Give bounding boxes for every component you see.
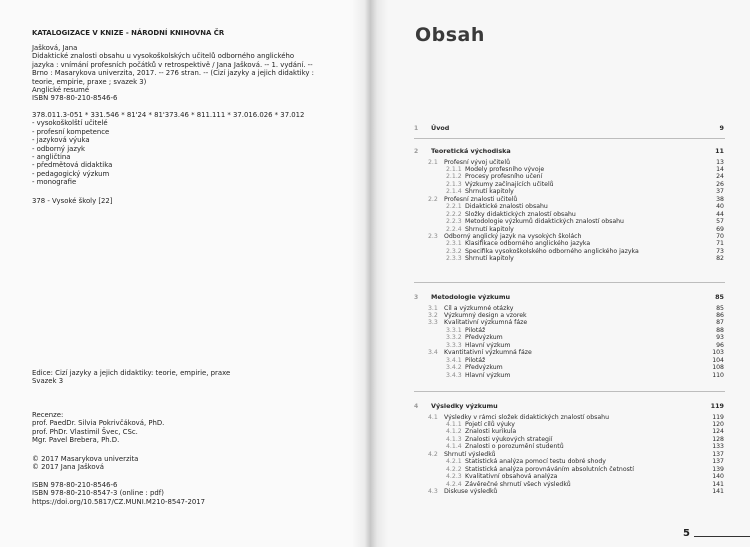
reviewers-line: Recenze: xyxy=(32,411,64,419)
entry-page: 87 xyxy=(716,319,724,327)
isbn-line: https://doi.org/10.5817/CZ.MUNI.M210-8547-2017 xyxy=(32,497,206,506)
record-line: Didaktické znalosti obsahu u vysokoškolských učitelů odborného anglického xyxy=(32,52,295,61)
entry-page: 141 xyxy=(712,480,724,488)
entry-number: 3.3.1 xyxy=(446,326,462,334)
record-line: jazyka : vnímání profesních počátků v retrospektivě / Jana Jašková. -- 1. vydání. -- xyxy=(32,60,313,69)
cataloguing-heading: KATALOGIZACE V KNIZE - NÁRODNÍ KNIHOVNA ČR xyxy=(32,29,225,37)
entry-title: Klasifikace odborného anglického jazyka xyxy=(465,240,591,248)
entry-number: 2.1 xyxy=(428,158,438,166)
chapter-number: 1 xyxy=(414,124,419,132)
entry-page: 103 xyxy=(712,349,724,357)
entry-page: 133 xyxy=(712,443,724,451)
isbn-line: ISBN 978-80-210-8547-3 (online : pdf) xyxy=(32,489,164,498)
reviewers-line: prof. PaedDr. Silvia Pokrivčáková, PhD. xyxy=(32,419,165,428)
subject-line: 378 - Vysoké školy [22] xyxy=(32,197,113,205)
entry-title: Shrnutí kapitoly xyxy=(465,225,514,233)
copyright-line: © 2017 Masarykova univerzita xyxy=(32,455,139,463)
entry-number: 4.2.4 xyxy=(446,480,462,488)
entry-number: 4.1.2 xyxy=(446,428,462,436)
entry-number: 2.2.1 xyxy=(446,203,462,211)
entry-number: 2.2.3 xyxy=(446,218,462,226)
classification-line: - pedagogický výzkum xyxy=(32,169,110,178)
entry-title: Výzkumy začínajících učitelů xyxy=(465,180,554,188)
entry-title: Statistická analýza pomocí testu dobré shody xyxy=(465,458,606,466)
entry-page: 139 xyxy=(712,465,724,473)
entry-title: Znalosti kurikula xyxy=(465,428,517,436)
page-number: 5 xyxy=(683,528,690,539)
entry-page: 40 xyxy=(716,203,724,211)
entry-title: Kvalitativní obsahová analýza xyxy=(465,473,558,481)
record-line: Anglické resumé xyxy=(32,86,90,94)
reviewers-line: prof. PhDr. Vlastimil Švec, CSc. xyxy=(32,427,138,436)
entry-page: 85 xyxy=(716,304,724,312)
classification-line: - vysokoškolští učitelé xyxy=(32,119,108,128)
entry-number: 3.4.1 xyxy=(446,356,462,364)
entry-title: Výzkumný design a vzorek xyxy=(444,311,527,319)
entry-page: 24 xyxy=(716,173,724,181)
entry-page: 128 xyxy=(712,435,724,443)
entry-number: 3.3.3 xyxy=(446,341,462,349)
entry-title: Cíl a výzkumné otázky xyxy=(444,304,514,312)
book-gutter xyxy=(352,0,388,547)
entry-number: 4.1.4 xyxy=(446,443,462,451)
entry-page: 104 xyxy=(712,356,724,364)
chapter-page: 85 xyxy=(715,293,724,301)
entry-number: 2.2 xyxy=(428,195,438,203)
chapter-page: 119 xyxy=(710,402,724,410)
entry-number: 3.3 xyxy=(428,319,438,327)
entry-page: 137 xyxy=(712,458,724,466)
entry-page: 110 xyxy=(712,371,724,379)
entry-page: 124 xyxy=(712,428,724,436)
entry-page: 96 xyxy=(716,341,724,349)
entry-page: 120 xyxy=(712,420,724,428)
entry-title: Shrnutí výsledků xyxy=(444,450,496,458)
entry-page: 57 xyxy=(716,218,724,226)
isbn-line: ISBN 978-80-210-8546-6 xyxy=(32,481,118,489)
entry-page: 137 xyxy=(712,450,724,458)
classification-line: - jazyková výuka xyxy=(32,136,90,145)
entry-page: 108 xyxy=(712,364,724,372)
entry-page: 93 xyxy=(716,334,724,342)
entry-page: 88 xyxy=(716,326,724,334)
copyright-line: © 2017 Jana Jašková xyxy=(32,463,104,472)
chapter-page: 9 xyxy=(719,124,724,132)
entry-number: 4.2.1 xyxy=(446,458,462,466)
classification-line: - odborný jazyk xyxy=(32,144,86,153)
entry-title: Hlavní výzkum xyxy=(465,371,511,379)
record-line: Brno : Masarykova univerzita, 2017. -- 276 stran. -- (Cizí jazyky a jejich didaktiky : xyxy=(32,69,314,78)
entry-title: Znalosti o porozumění studentů xyxy=(465,443,564,451)
entry-page: 70 xyxy=(716,233,724,240)
entry-title: Pilotáž xyxy=(465,326,486,334)
chapter-divider xyxy=(414,282,725,283)
entry-number: 3.3.2 xyxy=(446,334,462,342)
contents-title: Obsah xyxy=(415,24,485,46)
entry-number: 4.1.1 xyxy=(446,420,462,428)
entry-number: 3.1 xyxy=(428,304,438,312)
record-line: Jašková, Jana xyxy=(32,44,78,52)
record-line: teorie, empirie, praxe ; svazek 3) xyxy=(32,77,147,86)
entry-number: 4.3 xyxy=(428,488,438,495)
record-line: ISBN 978-80-210-8546-6 xyxy=(32,94,118,103)
entry-title: Kvantitativní výzkumná fáze xyxy=(444,349,532,357)
entry-number: 2.1.1 xyxy=(446,165,462,173)
entry-page: 119 xyxy=(712,413,724,421)
entry-title: Složky didaktických znalostí obsahu xyxy=(465,210,576,218)
entry-title: Metodologie výzkumů didaktických znalostí obsahu xyxy=(465,218,624,226)
entry-title: Shrnutí kapitoly xyxy=(465,188,514,196)
series-line: Svazek 3 xyxy=(32,377,64,386)
chapter-title: Úvod xyxy=(431,124,450,132)
entry-number: 4.2.3 xyxy=(446,473,462,481)
classification-line: - monografie xyxy=(32,178,77,187)
entry-number: 4.2.2 xyxy=(446,465,462,473)
chapter-number: 4 xyxy=(414,402,419,410)
entry-title: Procesy profesního učení xyxy=(465,173,543,181)
chapter-title: Metodologie výzkumu xyxy=(431,293,511,301)
entry-title: Výsledky v rámci složek didaktických znalostí obsahu xyxy=(444,413,609,421)
entry-page: 71 xyxy=(716,240,724,248)
entry-title: Modely profesního vývoje xyxy=(465,165,545,173)
classification-line: - angličtina xyxy=(32,153,71,161)
entry-page: 44 xyxy=(716,210,724,218)
entry-title: Pilotáž xyxy=(465,356,486,364)
entry-page: 140 xyxy=(712,473,724,481)
classification-line: - profesní kompetence xyxy=(32,127,110,136)
entry-number: 2.1.2 xyxy=(446,173,462,181)
entry-number: 4.2 xyxy=(428,450,438,458)
entry-page: 14 xyxy=(716,165,724,173)
series-line: Edice: Cizí jazyky a jejich didaktiky: teorie, empirie, praxe xyxy=(32,369,231,377)
entry-title: Pojetí cílů výuky xyxy=(465,420,515,428)
entry-title: Statistická analýza porovnáváním absolutních četností xyxy=(465,465,634,473)
entry-number: 2.2.4 xyxy=(446,225,462,233)
entry-title: Znalosti výukových strategií xyxy=(465,435,553,443)
entry-number: 2.3 xyxy=(428,233,438,240)
entry-title: Profesní znalosti učitelů xyxy=(444,195,518,203)
entry-number: 3.4.3 xyxy=(446,371,462,379)
chapter-title: Teoretická východiska xyxy=(431,147,511,155)
page-number-rule xyxy=(694,536,750,537)
entry-number: 2.1.4 xyxy=(446,188,462,196)
entry-title: Kvalitativní výzkumná fáze xyxy=(444,319,528,327)
entry-title: Shrnutí kapitoly xyxy=(465,255,514,263)
entry-number: 4.1 xyxy=(428,413,438,421)
entry-title: Odborný anglický jazyk na vysokých školách xyxy=(444,233,582,240)
entry-page: 82 xyxy=(716,255,724,263)
entry-number: 2.1.3 xyxy=(446,180,462,188)
classification-line: 378.011.3-051 * 331.546 * 81'24 * 81'373.46 * 811.111 * 37.016.026 * 37.012 xyxy=(32,111,305,119)
entry-number: 2.2.2 xyxy=(446,210,462,218)
entry-page: 73 xyxy=(716,247,724,255)
entry-number: 3.4.2 xyxy=(446,364,462,372)
chapter-number: 2 xyxy=(414,147,419,155)
chapter-title: Výsledky výzkumu xyxy=(431,402,498,410)
entry-number: 2.3.3 xyxy=(446,255,462,263)
entry-number: 4.1.3 xyxy=(446,435,462,443)
chapter-page: 11 xyxy=(715,147,724,155)
entry-title: Závěrečné shrnutí všech výsledků xyxy=(465,480,571,488)
entry-title: Diskuse výsledků xyxy=(444,488,498,495)
entry-page: 38 xyxy=(716,195,724,203)
chapter-divider xyxy=(414,391,725,392)
entry-number: 2.3.2 xyxy=(446,247,462,255)
chapter-number: 3 xyxy=(414,293,419,301)
entry-number: 3.4 xyxy=(428,349,438,357)
entry-title: Profesní vývoj učitelů xyxy=(444,158,511,166)
entry-page: 13 xyxy=(716,158,724,166)
reviewers-line: Mgr. Pavel Brebera, Ph.D. xyxy=(32,436,120,445)
entry-page: 86 xyxy=(716,311,724,319)
entry-page: 26 xyxy=(716,180,724,188)
entry-page: 69 xyxy=(716,225,724,233)
entry-title: Předvýzkum xyxy=(465,364,503,372)
entry-number: 3.2 xyxy=(428,311,438,319)
entry-title: Předvýzkum xyxy=(465,334,503,342)
chapter-divider xyxy=(414,138,725,139)
entry-page: 141 xyxy=(712,488,724,495)
entry-title: Didaktické znalosti obsahu xyxy=(465,203,548,211)
entry-title: Hlavní výzkum xyxy=(465,341,511,349)
classification-line: - předmětová didaktika xyxy=(32,161,113,170)
entry-title: Specifika vysokoškolského odborného anglického jazyka xyxy=(465,247,639,255)
entry-number: 2.3.1 xyxy=(446,240,462,248)
entry-page: 37 xyxy=(716,188,724,196)
